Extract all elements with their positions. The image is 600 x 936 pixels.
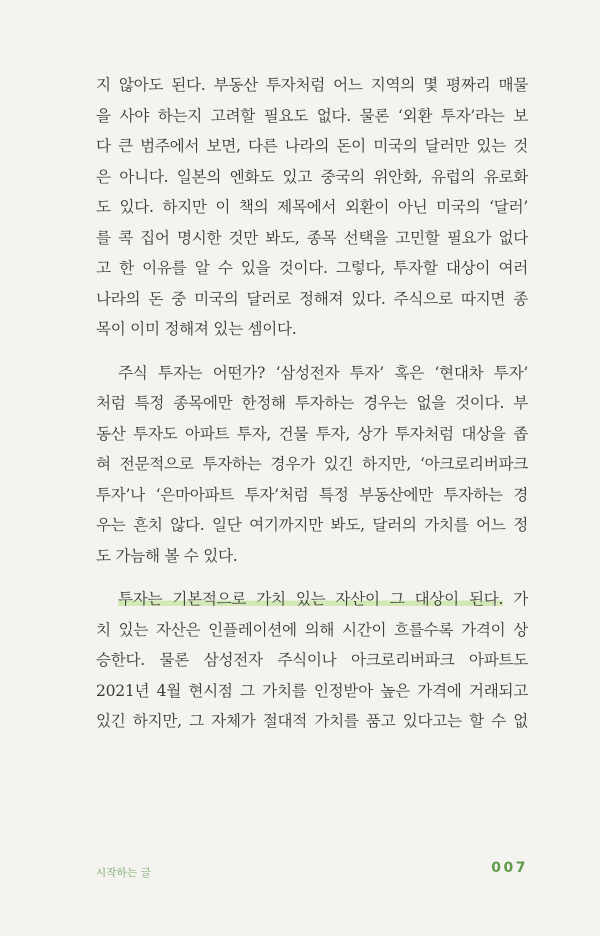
paragraph-2 (96, 358, 528, 572)
body-text (96, 70, 528, 750)
text-line: 고 한 이유를 알 수 있을 것이다. 그렇다, 투자할 대상이 여러 (96, 259, 528, 277)
text-line: 은 아니다. 일본의 엔화도 있고 중국의 위안화, 유럽의 유로화 (96, 167, 528, 186)
text-line: 승한다. 물론 삼성전자 주식이나 아크로리버파크 아파트도 (96, 651, 528, 669)
text-line: 을 사야 하는지 고려할 필요도 없다. 물론 ‘외환 투자’라는 보 (96, 106, 528, 125)
page-number: 007 (491, 860, 528, 876)
text-line: 처럼 특정 종목에만 한정해 투자하는 경우는 없을 것이다. 부 (96, 394, 528, 412)
text-line: 치 있는 자산은 인플레이션에 의해 시간이 흐를수록 가격이 상 (96, 620, 528, 639)
paragraph-1 (96, 70, 528, 345)
text-line: 혀 전문적으로 투자하는 경우가 있긴 하지만, ‘아크로리버파크 (96, 455, 528, 473)
text-line: 를 콕 집어 명시한 것만 봐도, 종목 선택을 고민할 필요가 없다 (96, 228, 528, 247)
text-line: 우는 흔치 않다. 일단 여기까지만 봐도, 달러의 가치를 어느 정 (96, 516, 528, 534)
paragraph-3 (96, 584, 528, 737)
text-line: 다 큰 범주에서 보면, 다른 나라의 돈이 미국의 달러만 있는 것 (96, 137, 528, 155)
text-line: 도 가늠해 볼 수 있다. (96, 546, 238, 565)
text-line: 동산 투자도 아파트 투자, 건물 투자, 상가 투자처럼 대상을 좁 (96, 424, 528, 443)
text-line: 도 있다. 하지만 이 책의 제목에서 외환이 아닌 미국의 ‘달러’ (96, 198, 528, 216)
text-line: 주식 투자는 어떤가? ‘삼성전자 투자’ 혹은 ‘현대차 투자’ (118, 363, 528, 382)
highlighted-sentence: 투자는 기본적으로 가치 있는 자산이 그 대상이 된다. (118, 590, 504, 608)
text-fragment: 가 (503, 590, 528, 608)
running-footer-section-title: 시작하는 글 (96, 867, 152, 879)
text-line: 지 않아도 된다. 부동산 투자처럼 어느 지역의 몇 평짜리 매물 (96, 76, 528, 94)
text-line: 2021년 4월 현시점 그 가치를 인정받아 높은 가격에 거래되고 (96, 681, 528, 700)
text-line (96, 584, 528, 615)
text-line: 나라의 돈 중 미국의 달러로 정해져 있다. 주식으로 따지면 종 (96, 289, 528, 308)
text-line: 목이 이미 정해져 있는 셈이다. (96, 320, 297, 338)
text-line: 있긴 하지만, 그 자체가 절대적 가치를 품고 있다고는 할 수 없 (96, 712, 528, 730)
text-line: 투자’나 ‘은마아파트 투자’처럼 특정 부동산에만 투자하는 경 (96, 485, 528, 504)
